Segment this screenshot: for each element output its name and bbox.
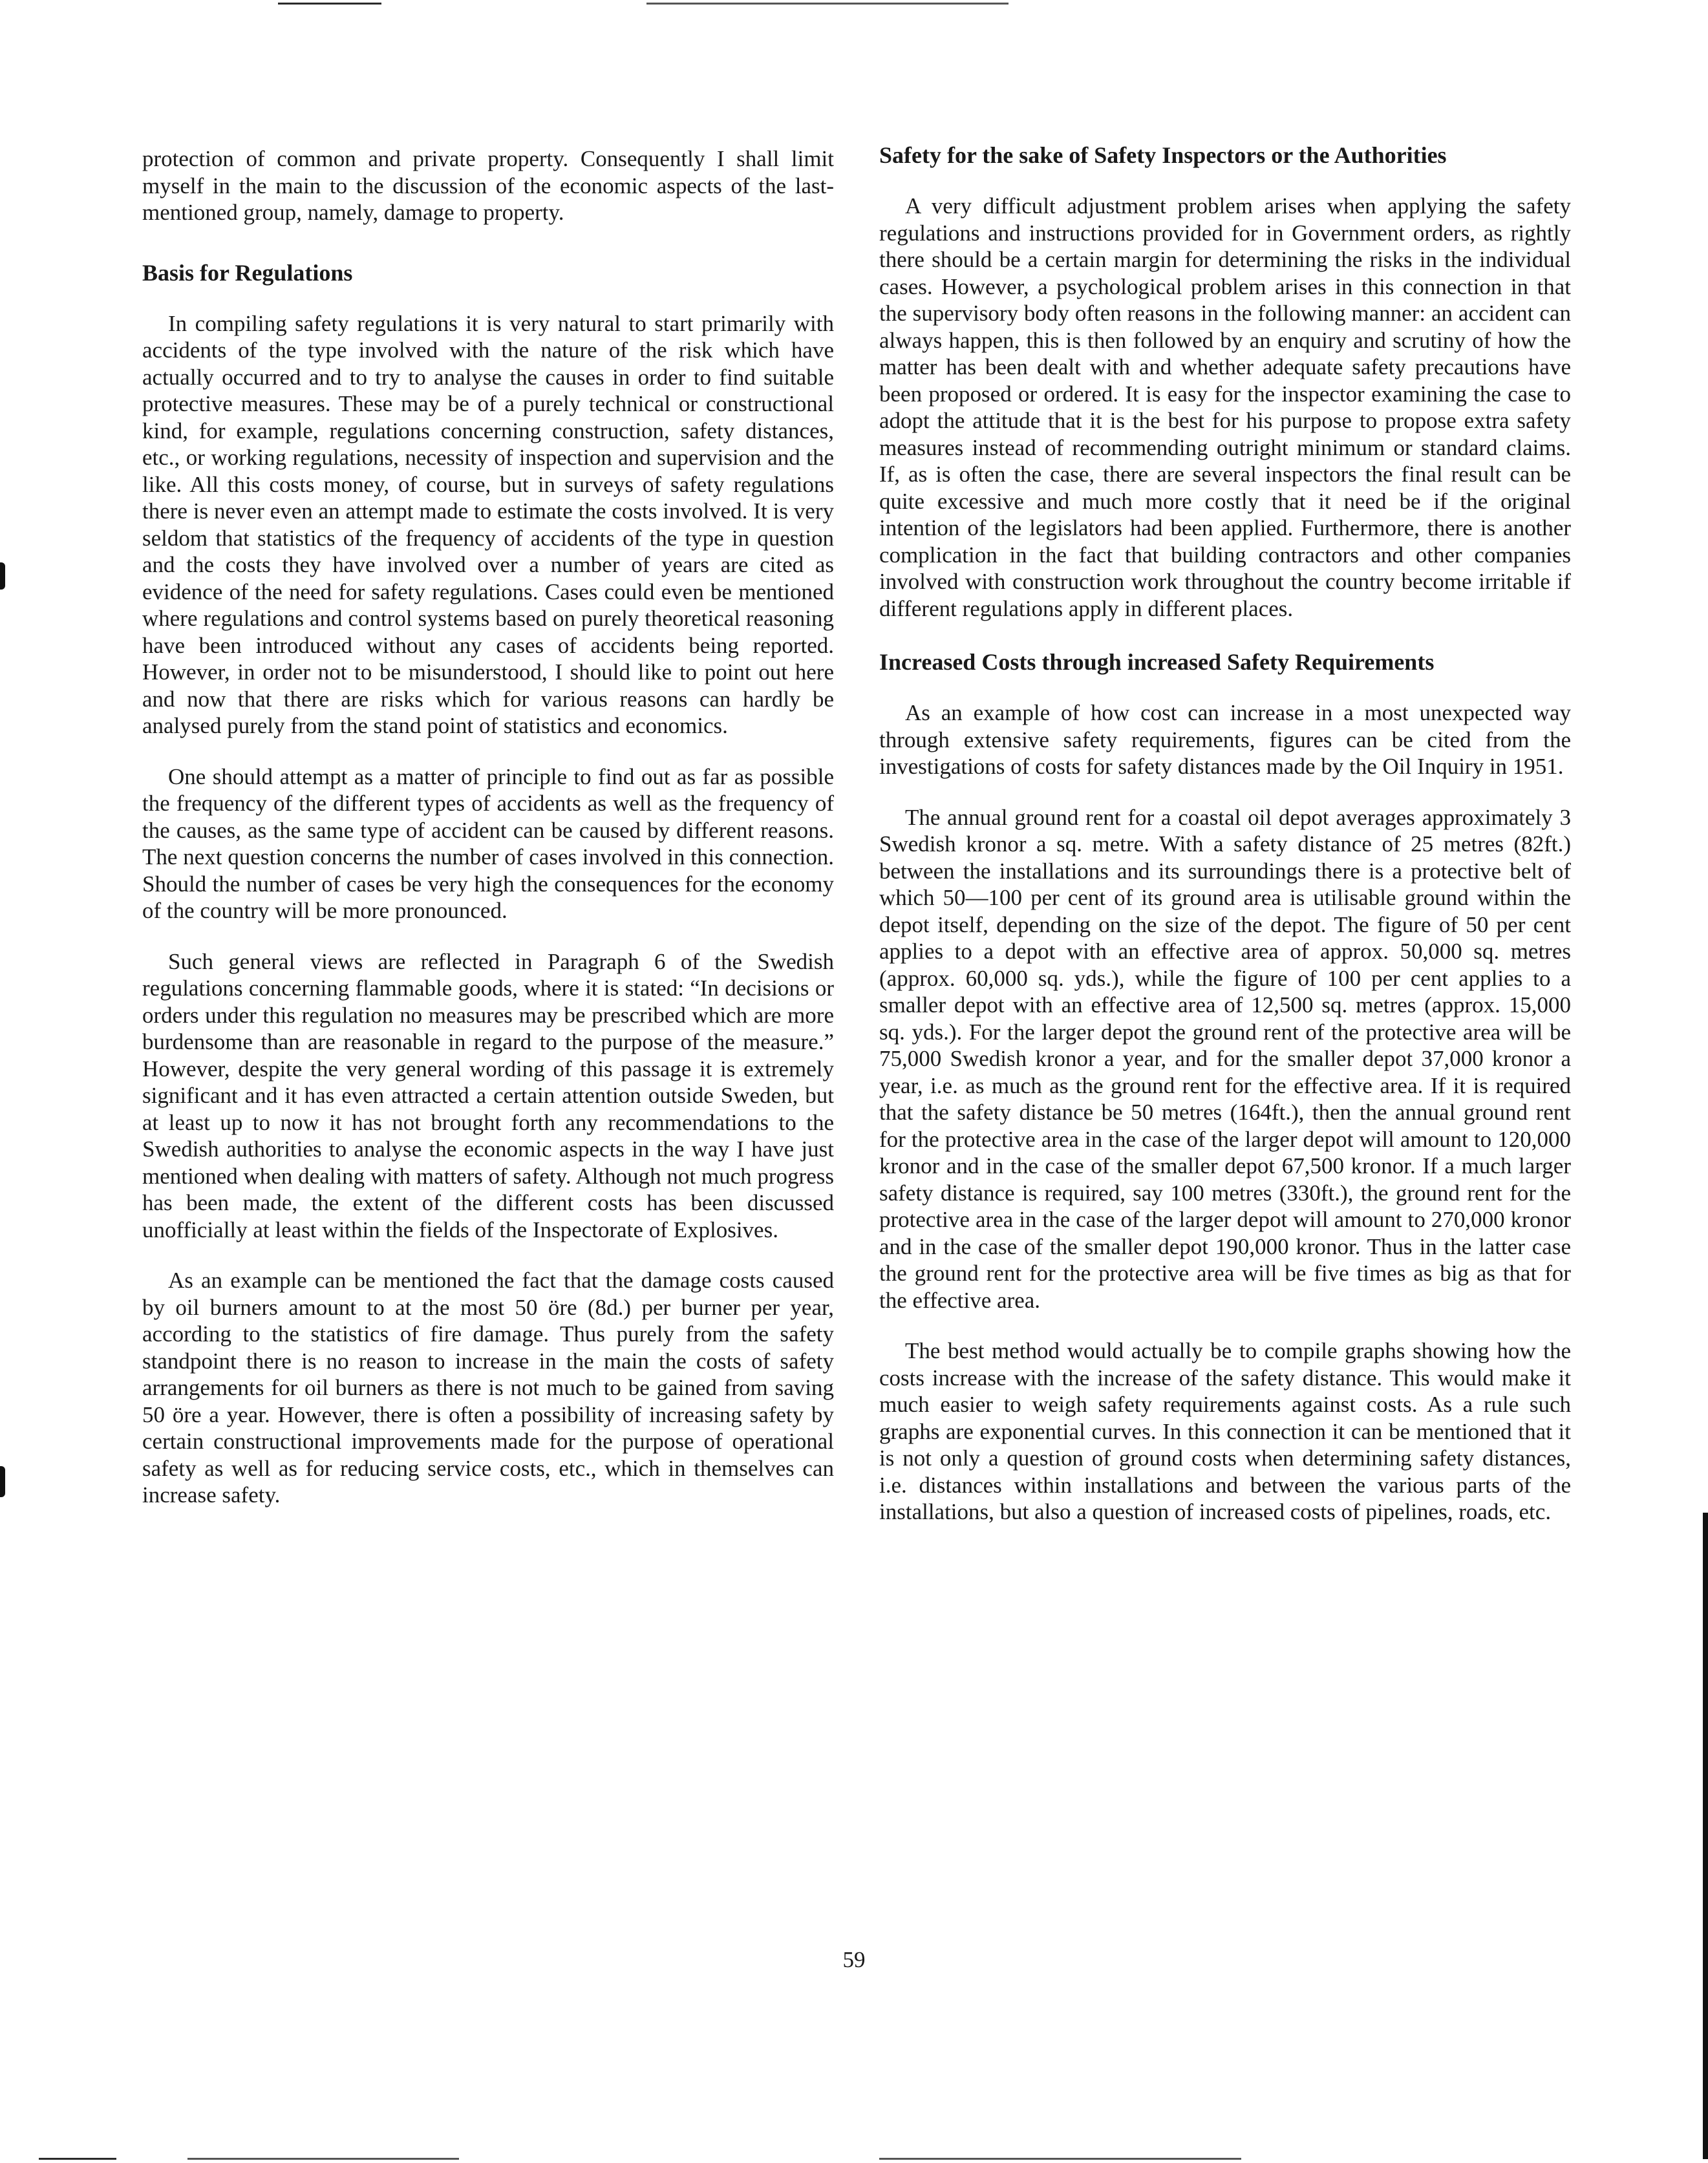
- scan-artifact-top-center: [646, 3, 1009, 5]
- paragraph: As an example can be mentioned the fact that the damage costs caused by oil burners amount to at the most 50 öre (8d.) per burner per year, according to the statistics of fire damage. Thus purely from the safety standpoint there is no reason to increase in the main the costs of safety arrangements for oil burners as there is not much to be gained from saving 50 öre a year. However, there is often a possibility of increasing safety by certain constructional improvements made for the purpose of operational safety as well as for reducing service costs, etc., which in themselves can increase safety.: [142, 1268, 834, 1508]
- paragraph: Such general views are reflected in Paragraph 6 of the Swedish regulations concerning flammable goods, where it is stated: “In decisions or orders under this regulation no measures may be prescribed which are more burdensome than are reasonable in regard to the purpose of the measure.” However, despite the very general wording of this passage it is extremely significant and it has even attracted a certain attention outside Sweden, but at least up to now it has not brought forth any recommendations to the Swedish authorities to analyse the economic aspects in the way I have just mentioned when dealing with matters of safety. Although not much progress has been made, the extent of the different costs has been discussed unofficially at least within the fields of the Inspectorate of Explosives.: [142, 948, 834, 1242]
- scan-artifact-bottom-right: [879, 2158, 1241, 2160]
- scan-artifact-bottom-mid: [187, 2158, 459, 2160]
- paragraph: As an example of how cost can increase in a most unexpected way through extensive safety requirements, figures can be cited from the investigations of costs for safety distances made by the Oil Inquiry in 1951.: [879, 700, 1571, 779]
- paragraph: The annual ground rent for a coastal oil depot averages approximately 3 Swedish kronor a sq. metre. With a safety distance of 25 metres (82ft.) between the installations and its surroundings there is a protective belt of which 50—100 per cent of its ground area is utilisable ground within the depot itself, depending on the size of the depot. The figure of 50 per cent applies to a depot with an effective area of approx. 50,000 sq. metres (approx. 60,000 sq. yds.), while the figure of 100 per cent applies to a smaller depot with an effective area of 12,500 sq. metres (approx. 15,000 sq. yds.). For the larger depot the ground rent of the protective area will be 75,000 Swedish kronor a year, and for the smaller depot 37,000 kronor a year, i.e. as much as the ground rent for the effective area. If it is required that the safety distance be 50 metres (164ft.), then the annual ground rent for the protective area in the case of the larger depot will amount to 120,000 kronor and in the case of the smaller depot 67,500 kronor. If a much larger safety distance is required, say 100 metres (330ft.), the ground rent for the protective area in the case of the larger depot will amount to 270,000 kronor and in the case of the smaller depot 190,000 kronor. Thus in the latter case the ground rent for the protective area will be five times as big as that for the effective area.: [879, 804, 1571, 1313]
- right-column: [879, 141, 1571, 1550]
- paragraph: The best method would actually be to compile graphs showing how the costs increase with the increase of the safety distance. This would make it much easier to weigh safety requirements against costs. As a rule such graphs are exponential curves. In this connection it can be mentioned that it is not only a question of ground costs when determining safety distances, i.e. distances within installations and between the various parts of the installations, but also a question of increased costs of pipelines, roads, etc.: [879, 1338, 1571, 1524]
- scan-artifact-top-left: [278, 3, 381, 5]
- paragraph: In compiling safety regulations it is very natural to start primarily with accidents of the type involved with the nature of the risk which have actually occurred and to try to analyse the causes in order to find suitable protective measures. These may be of a purely technical or constructional kind, for example, regulations concerning construction, safety distances, etc., or working regulations, necessity of inspection and supervision and the like. All this costs money, of course, but in surveys of safety regulations there is never even an attempt made to estimate the costs involved. It is very seldom that statistics of the frequency of accidents of the type in question and the costs they have involved over a number of years are cited as evidence of the need for safety regulations. Cases could even be mentioned where regulations and control systems based on purely theoretical reasoning have been introduced without any cases of accidents being reported. However, in order not to be misunderstood, I should like to point out here and now that there are risks which for various reasons can hardly be analysed purely from the stand point of statistics and economics.: [142, 310, 834, 738]
- scan-artifact-bottom-left: [39, 2158, 116, 2160]
- section-heading-basis-for-regulations: Basis for Regulations: [142, 259, 353, 286]
- section-heading-safety-for-inspectors: Safety for the sake of Safety Inspectors or the Authorities: [879, 142, 1447, 168]
- page-number: 59: [842, 1947, 866, 1972]
- paragraph: One should attempt as a matter of principle to find out as far as possible the frequency of the different types of accidents as well as the frequency of the causes, as the same type of accident can be caused by different reasons. The next question concerns the number of cases involved in this connection. Should the number of cases be very high the consequences for the economy of the country will be more pronounced.: [142, 763, 834, 923]
- left-column: [142, 145, 834, 1533]
- binding-mark-lower: [0, 1466, 5, 1497]
- paragraph: protection of common and private property. Consequently I shall limit myself in the main to the discussion of the economic aspects of the last-mentioned group, namely, damage to property.: [142, 146, 834, 225]
- binding-mark-upper: [0, 562, 5, 590]
- right-edge-shadow: [1703, 1513, 1708, 2159]
- paragraph: A very difficult adjustment problem arises when applying the safety regulations and instructions provided for in Government orders, as rightly there should be a certain margin for determining the risks in the individual cases. However, a psychological problem arises in this connection in that the supervisory body often reasons in the following manner: an accident can always happen, this is then followed by an enquiry and scrutiny of how the matter has been dealt with and whether adequate safety precautions have been proposed or ordered. It is easy for the inspector examining the case to adopt the attitude that it is the best for his purpose to propose extra safety measures instead of recommending outright minimum or standard claims. If, as is often the case, there are several inspectors the final result can be quite excessive and much more costly that it need be if the original intention of the legislators had been applied. Furthermore, there is another complication in the fact that building contractors and other companies involved with construction work throughout the country become irritable if different regulations apply in different places.: [879, 193, 1571, 621]
- section-heading-increased-costs: Increased Costs through increased Safety Requirements: [879, 649, 1435, 675]
